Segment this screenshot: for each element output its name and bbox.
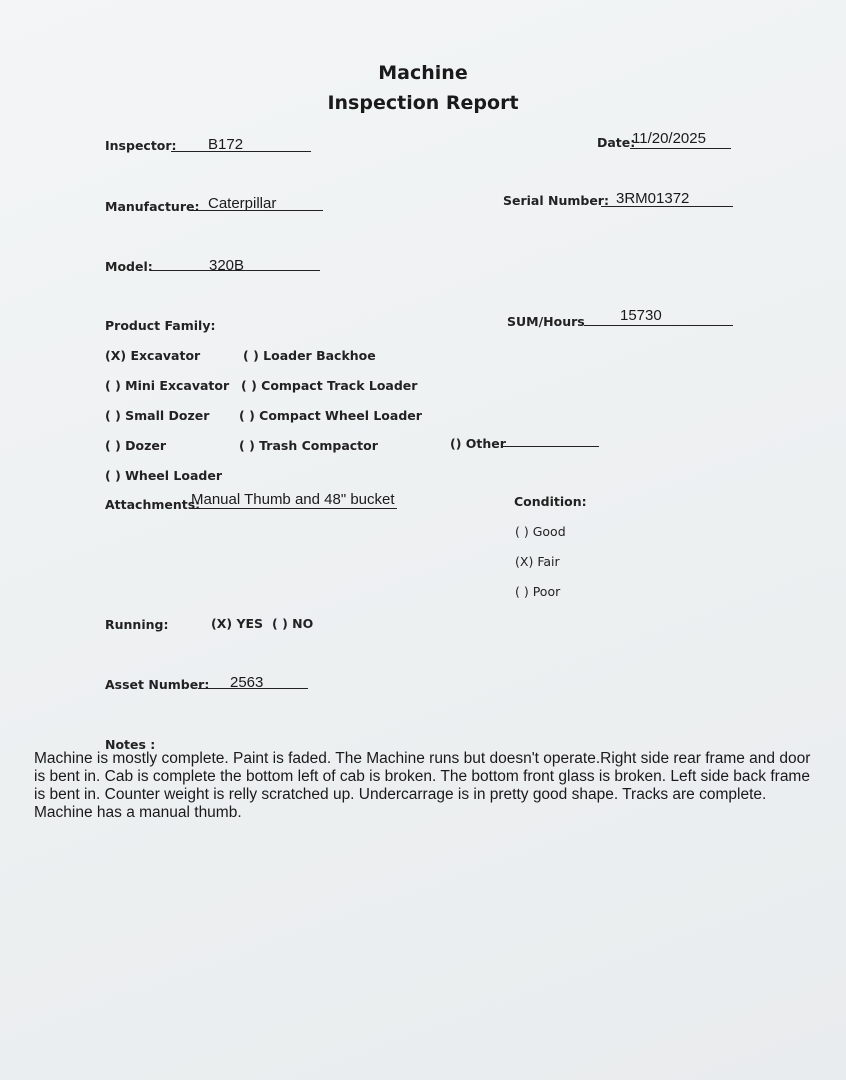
option-text: Trash Compactor (259, 438, 378, 453)
option-text: Mini Excavator (125, 378, 230, 393)
condition-label: Condition: (514, 494, 587, 509)
option-mark: ( ) (243, 348, 259, 363)
attachments-label: Attachments: (105, 497, 201, 512)
serial-number-label: Serial Number: (503, 193, 609, 208)
option-text: Excavator (130, 348, 201, 363)
running-label: Running: (105, 617, 169, 632)
option-mark: ( ) (239, 408, 255, 423)
option-text: YES (236, 616, 264, 631)
manufacture-label: Manufacture: (105, 199, 200, 214)
model-value[interactable]: 320B (209, 257, 245, 274)
option-mark: ( ) (105, 408, 121, 423)
condition-option-fair[interactable] (515, 554, 560, 569)
product-family-option-small-dozer[interactable] (105, 408, 209, 423)
option-text: Loader Backhoe (263, 348, 376, 363)
serial-number-value[interactable]: 3RM01372 (616, 190, 690, 207)
title-line-1: Machine (378, 62, 468, 84)
option-text: Fair (537, 554, 560, 569)
option-text: Good (532, 524, 566, 539)
other-underline (501, 446, 599, 447)
option-mark: (X) (515, 554, 534, 569)
option-mark: ( ) (105, 378, 121, 393)
running-option-yes[interactable] (211, 616, 263, 631)
product-family-option-compact-track-loader[interactable] (241, 378, 417, 393)
option-mark: ( ) (515, 584, 529, 599)
option-text: Compact Wheel Loader (259, 408, 422, 423)
notes-text[interactable]: Machine is mostly complete. Paint is faded. The Machine runs but doesn't operate.Right side rear frame and door is bent in. Cab is complete the bottom left of cab is broken. The bottom front glass is broken. Left side back frame is bent in. Counter weight is relly scratched up. Undercarrage is in pretty good shape. Tracks are complete. Machine has a manual thumb. (34, 750, 811, 821)
model-label: Model: (105, 259, 153, 274)
attachments-underline (189, 508, 397, 509)
sum-hours-label: SUM/Hours (507, 314, 585, 329)
option-text: Dozer (125, 438, 167, 453)
product-family-option-dozer[interactable] (105, 438, 166, 453)
product-family-option-excavator[interactable] (105, 348, 200, 363)
asset-number-value[interactable]: 2563 (230, 674, 264, 691)
date-underline (630, 148, 731, 149)
product-family-option-loader-backhoe[interactable] (243, 348, 376, 363)
option-mark: (X) (211, 616, 233, 631)
option-text: Poor (532, 584, 561, 599)
option-mark: ( ) (105, 438, 121, 453)
option-mark: (X) (105, 348, 127, 363)
product-family-option-wheel-loader[interactable] (105, 468, 222, 483)
option-text: Wheel Loader (125, 468, 222, 483)
option-text: Small Dozer (125, 408, 210, 423)
product-family-option-trash-compactor[interactable] (239, 438, 378, 453)
inspector-label: Inspector: (105, 138, 177, 153)
condition-option-poor[interactable] (515, 584, 560, 599)
product-family-option-other[interactable] (450, 436, 506, 451)
option-text: NO (292, 616, 314, 631)
option-mark: ( ) (241, 378, 257, 393)
option-mark: () (450, 436, 462, 451)
asset-number-label: Asset Number: (105, 677, 210, 692)
option-mark: ( ) (105, 468, 121, 483)
product-family-option-compact-wheel-loader[interactable] (239, 408, 422, 423)
notes-label: Notes : (105, 737, 156, 752)
option-mark: ( ) (515, 524, 529, 539)
option-text: Compact Track Loader (261, 378, 418, 393)
product-family-option-mini-excavator[interactable] (105, 378, 229, 393)
option-mark: ( ) (272, 616, 288, 631)
sum-hours-value[interactable]: 15730 (620, 307, 662, 324)
product-family-label: Product Family: (105, 318, 216, 333)
option-mark: ( ) (239, 438, 255, 453)
option-text: Other (465, 436, 506, 451)
attachments-value[interactable]: Manual Thumb and 48" bucket (191, 491, 395, 508)
title-line-2: Inspection Report (327, 92, 519, 114)
running-option-no[interactable] (272, 616, 313, 631)
condition-option-good[interactable] (515, 524, 566, 539)
date-value[interactable]: 11/20/2025 (632, 130, 706, 147)
date-label: Date: (597, 135, 636, 150)
manufacture-value[interactable]: Caterpillar (208, 195, 277, 212)
inspector-value[interactable]: B172 (208, 136, 244, 153)
sum-hours-underline (584, 325, 733, 326)
